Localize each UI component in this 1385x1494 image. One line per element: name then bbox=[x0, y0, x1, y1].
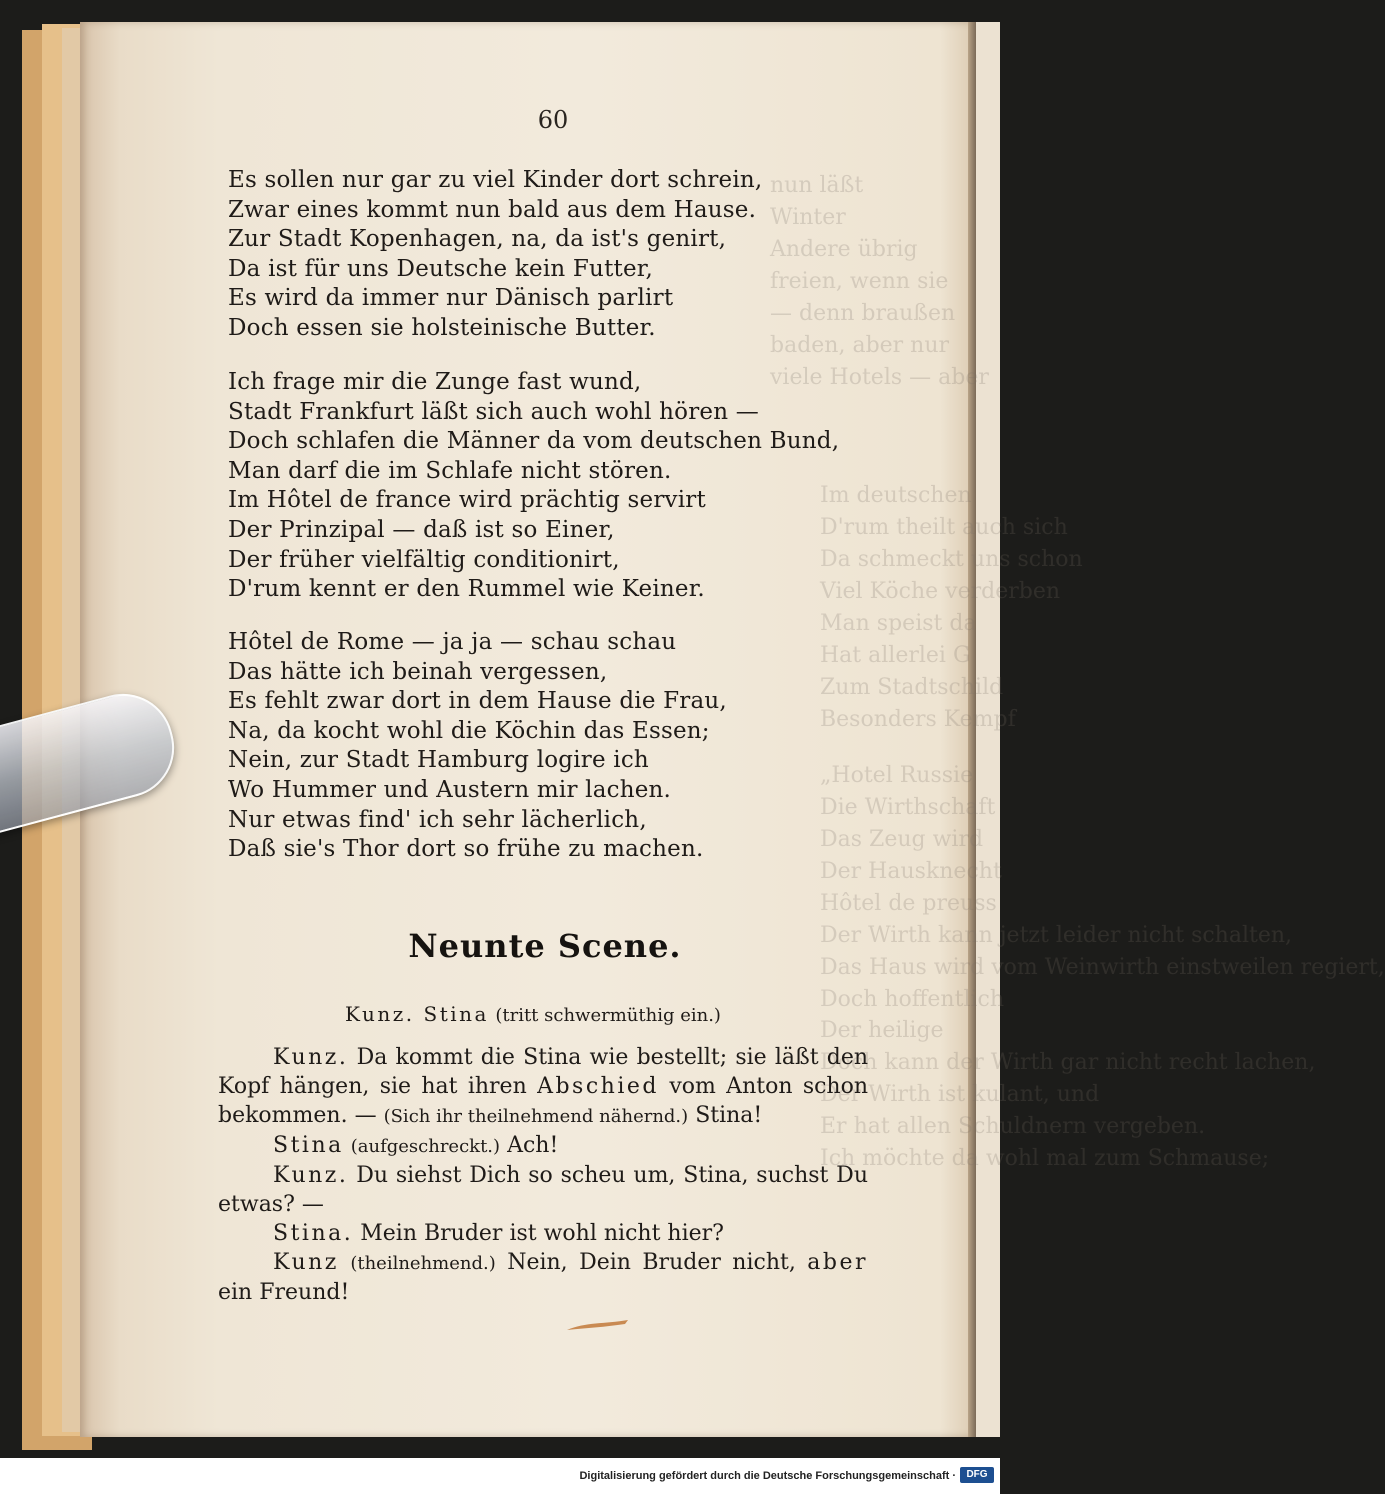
verse-line: Im Hôtel de france wird prächtig servirt bbox=[228, 487, 706, 514]
verse-line: Ich frage mir die Zunge fast wund, bbox=[228, 369, 642, 395]
speaker-name: Stina. bbox=[273, 1221, 354, 1246]
funding-credit: Digitalisierung gefördert durch die Deutsche Forschungsgemeinschaft · bbox=[579, 1470, 956, 1482]
verse-line: Nein, zur Stadt Hamburg logire ich bbox=[228, 747, 649, 774]
verse-line: Wo Hummer und Austern mir lachen. bbox=[228, 776, 672, 803]
speaker-name: Kunz. bbox=[273, 1045, 349, 1070]
verse-line: Nur etwas find' ich sehr lächerlich, bbox=[228, 806, 647, 833]
speech-text: vom Anton schon bekommen. — bbox=[218, 1074, 869, 1128]
speech-text: Mein Bruder ist wohl nicht hier? bbox=[360, 1221, 724, 1246]
verse-line: Da ist für uns Deutsche kein Futter, bbox=[228, 255, 653, 282]
dialogue-line bbox=[218, 1131, 868, 1161]
stanza-2 bbox=[228, 368, 839, 605]
bleed-through-text-4: Der heilige Doch kann der Wirth gar nicht recht lachen, Der Wirth ist kulant, und Er hat allen Schuldnern vergeben. Ich möchte da wohl mal zum Schmause; bbox=[820, 1018, 1316, 1171]
page-number: 60 bbox=[537, 106, 569, 134]
verse-line: Es fehlt zwar dort in dem Hause die Frau, bbox=[228, 688, 727, 715]
bleed-through-text-2: Im deutschen D'rum theilt auch sich Da schmeckt uns schon Viel Köche verderben Man speist da Hat allerlei G Zum Stadtschild Besonders Kempf bbox=[820, 483, 1083, 732]
speaker-name: Kunz. bbox=[273, 1163, 349, 1188]
cast-line bbox=[345, 1002, 721, 1026]
speech-text: Ach! bbox=[507, 1133, 559, 1158]
verse-line: Hôtel de Rome — ja ja — schau schau bbox=[228, 629, 677, 655]
bleed-through-text-1: nun läßt Winter Andere übrig freien, wenn sie — denn braußen baden, aber nur viele Hotels — aber bbox=[770, 173, 989, 390]
stage-direction: (tritt schwermüthig ein.) bbox=[495, 1005, 721, 1026]
verse-line: Daß sie's Thor dort so frühe zu machen. bbox=[228, 836, 704, 863]
verse-line: Es wird da immer nur Dänisch parlirt bbox=[228, 285, 674, 312]
cast-names: Kunz. Stina bbox=[345, 1002, 489, 1026]
stage-direction: (Sich ihr theilnehmend nähernd.) bbox=[383, 1106, 689, 1127]
ink-mark bbox=[565, 1318, 630, 1332]
speech-text: Da kommt die Stina wie bestellt; sie läßt den Kopf hängen, sie hat ihren bbox=[218, 1045, 869, 1099]
dialogue-line bbox=[218, 1219, 868, 1248]
stanza-1 bbox=[228, 166, 762, 344]
stage-direction: (aufgeschreckt.) bbox=[350, 1136, 501, 1157]
verse-line: Es sollen nur gar zu viel Kinder dort schrein, bbox=[228, 167, 763, 193]
verse-line: Man darf die im Schlafe nicht stören. bbox=[228, 457, 672, 484]
footer-bar bbox=[0, 1458, 1000, 1494]
dialogue-line bbox=[218, 1248, 868, 1307]
verse-line: Der Prinzipal — daß ist so Einer, bbox=[228, 516, 615, 543]
verse-line: Stadt Frankfurt läßt sich auch wohl hören — bbox=[228, 398, 759, 425]
dialogue-block bbox=[218, 1043, 868, 1307]
speech-text: Nein, Dein Bruder nicht, bbox=[507, 1250, 796, 1275]
verse-line: Na, da kocht wohl die Köchin das Essen; bbox=[228, 717, 710, 744]
verse-line: Das hätte ich beinah vergessen, bbox=[228, 658, 608, 685]
speech-text: Du siehst Dich so scheu um, Stina, suchst Du etwas? — bbox=[218, 1163, 868, 1217]
verse-line: Doch essen sie holsteinische Butter. bbox=[228, 314, 656, 341]
verse-line: Der früher vielfältig conditionirt, bbox=[228, 546, 620, 573]
verse-line: Zur Stadt Kopenhagen, na, da ist's genirt, bbox=[228, 226, 727, 253]
bleed-through-text-3: „Hotel Russie Die Wirthschaft Das Zeug wird Der Hausknecht Hôtel de preuss Der Wirth kann jetzt leider nicht schalten, Das Haus wird vom Weinwirth einstweilen regiert, Doch hoffentlich bbox=[820, 763, 1385, 1012]
verse-line: D'rum kennt er den Rummel wie Keiner. bbox=[228, 576, 705, 603]
speech-text: Stina! bbox=[695, 1103, 763, 1128]
stage-direction: (theilnehmend.) bbox=[350, 1253, 496, 1274]
verse-line: Zwar eines kommt nun bald aus dem Hause. bbox=[228, 196, 757, 223]
speaker-name: Stina bbox=[273, 1133, 344, 1158]
emphasized-word: Abschied bbox=[537, 1074, 659, 1099]
emphasized-word: aber bbox=[807, 1250, 869, 1275]
dialogue-line bbox=[218, 1043, 868, 1131]
stanza-3 bbox=[228, 628, 727, 865]
speaker-name: Kunz bbox=[273, 1250, 339, 1275]
verse-line: Doch schlafen die Männer da vom deutschen Bund, bbox=[228, 428, 840, 455]
dfg-logo-icon: DFG bbox=[960, 1467, 994, 1483]
scene-heading: Neunte Scene. bbox=[408, 927, 682, 965]
dialogue-line bbox=[218, 1161, 868, 1219]
speech-text: ein Freund! bbox=[218, 1280, 350, 1305]
